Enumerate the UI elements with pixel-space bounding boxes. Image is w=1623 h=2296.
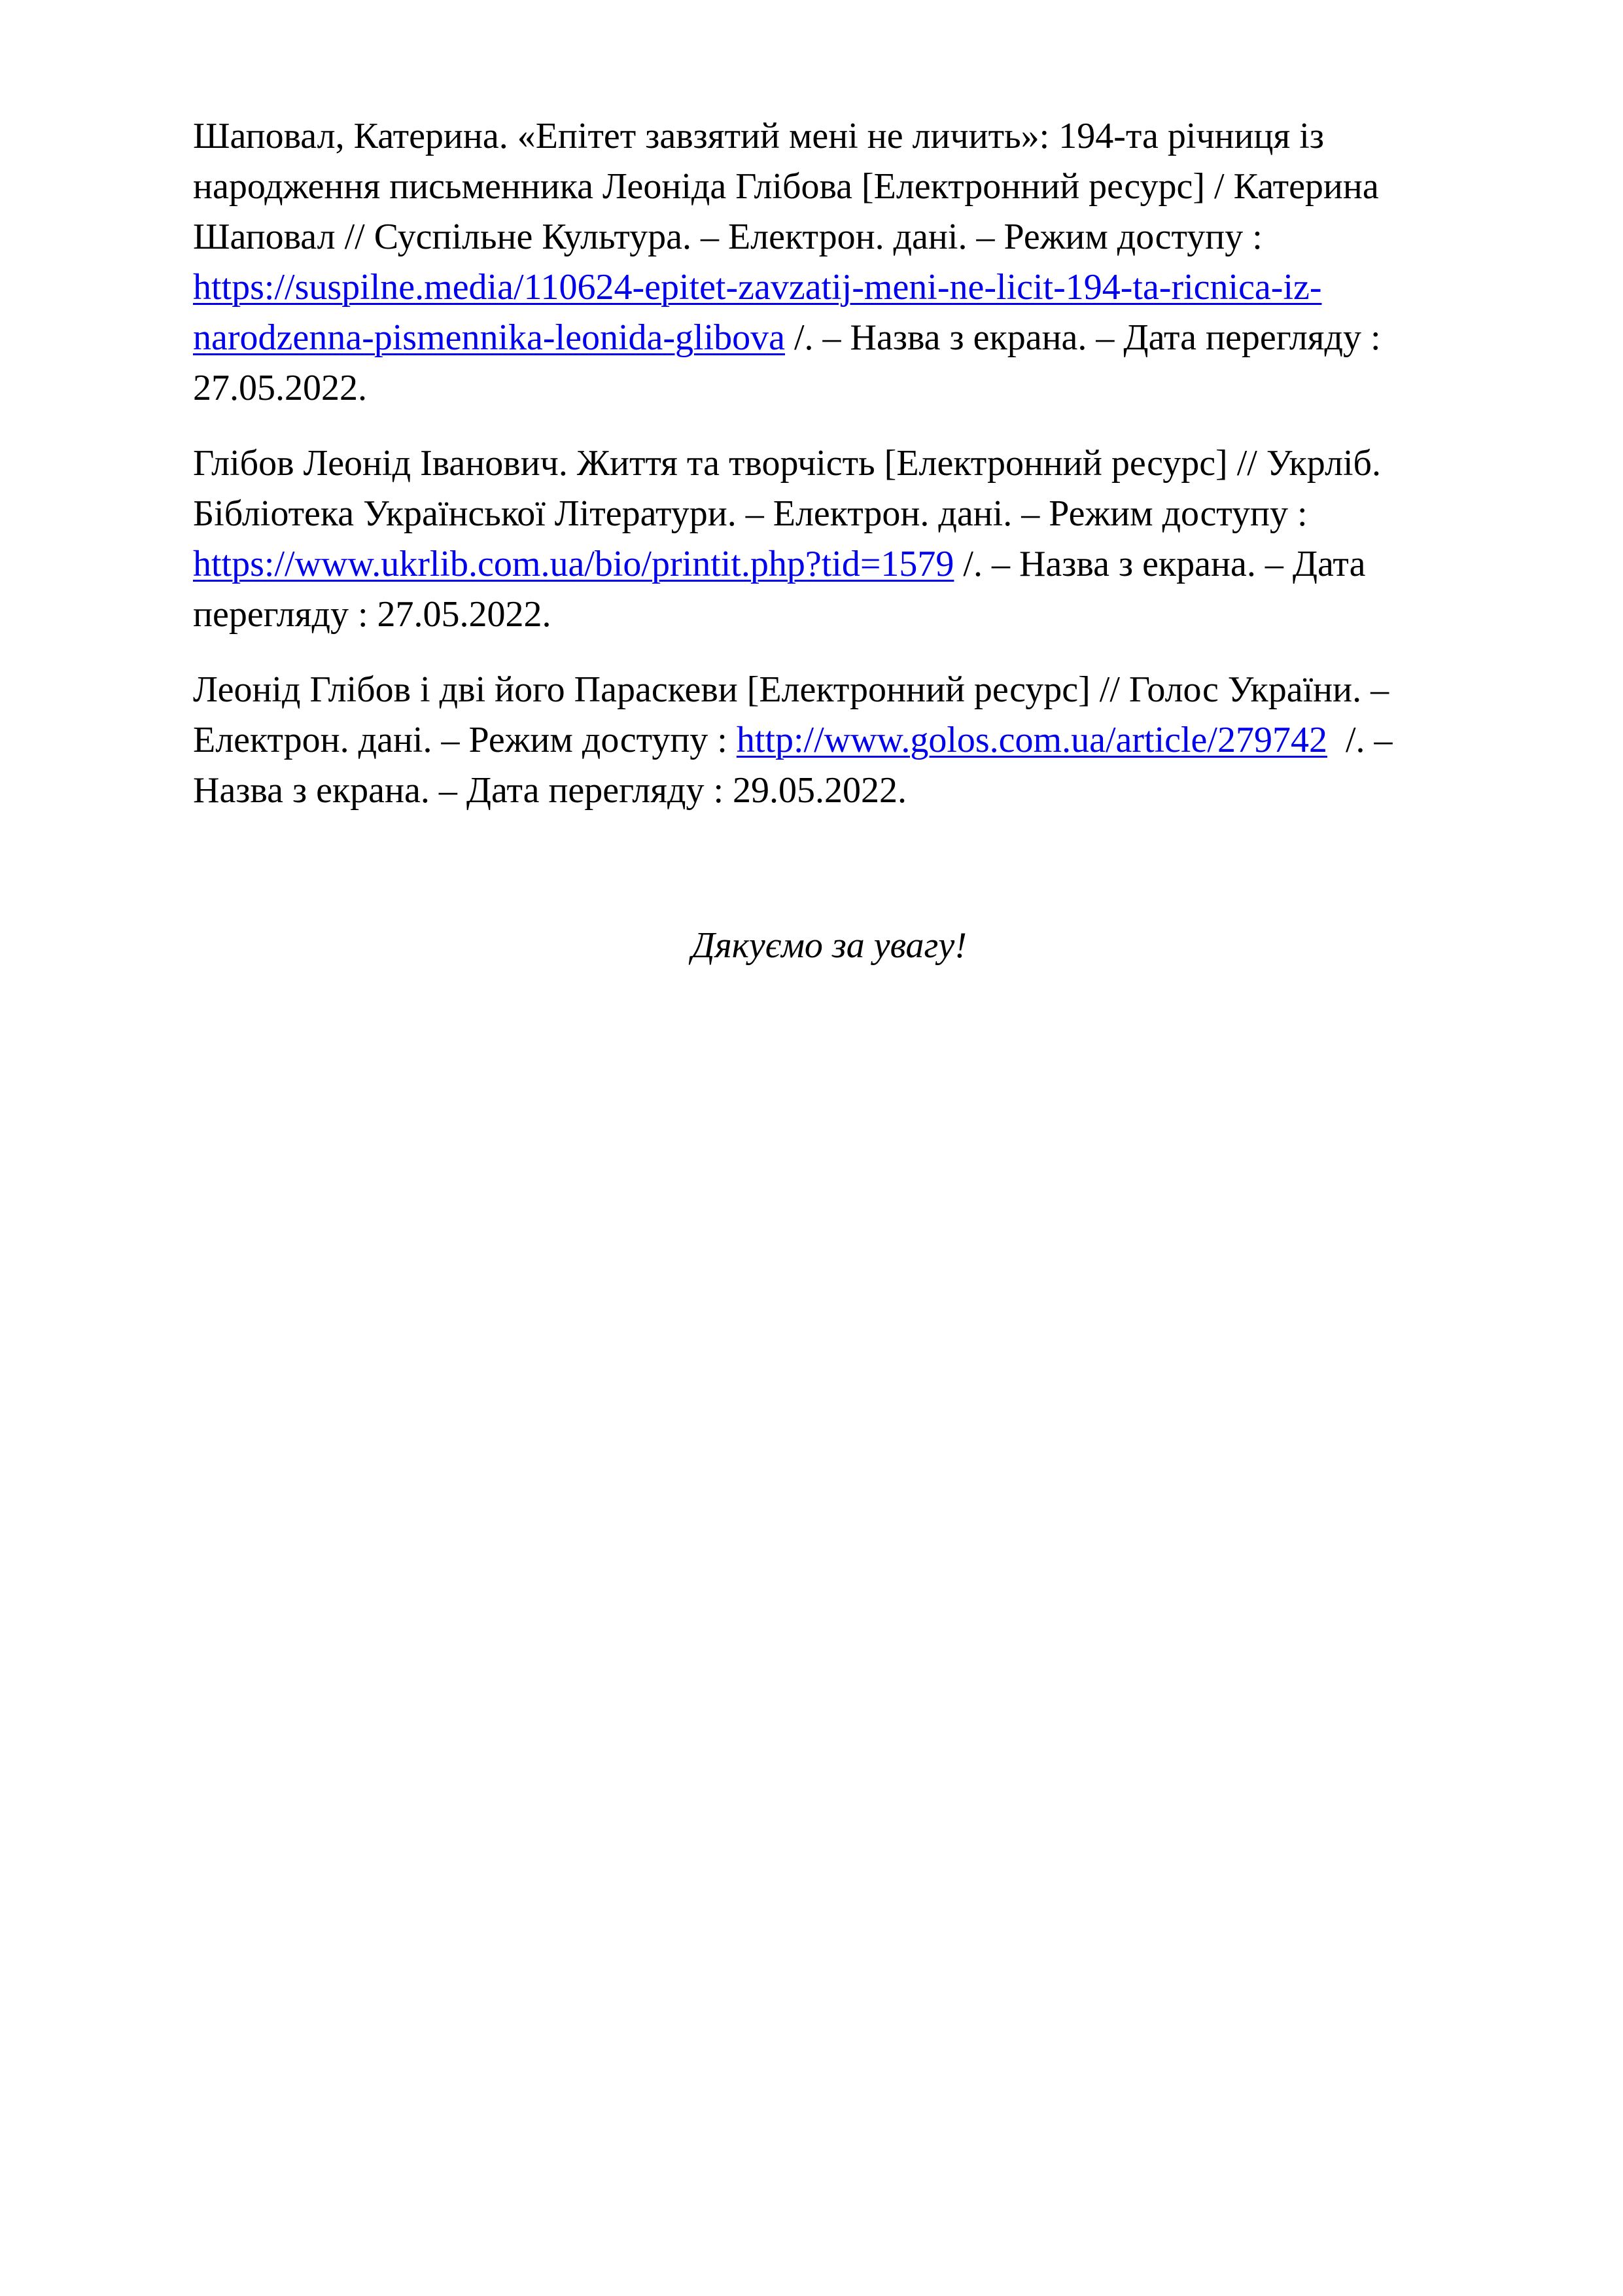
reference-item — [193, 438, 1465, 640]
reference-link[interactable]: https://www.ukrlib.com.ua/bio/printit.php?tid=1579 — [193, 544, 954, 584]
reference-text: Глібов Леонід Іванович. Життя та творчість [Електронний ресурс] // Укрліб. Бібліотека Української Літератури. – Електрон. дані. – Режим доступу : — [193, 443, 1382, 534]
reference-link[interactable]: http://www.golos.com.ua/article/279742 — [736, 720, 1327, 760]
reference-item — [193, 665, 1465, 816]
reference-text: Шаповал, Катерина. «Епітет завзятий мені не личить»: 194-та річниця із народження письменника Леоніда Глібова [Електронний ресурс] / Катерина Шаповал // Суспільне Культура. – Електрон. дані. – Режим доступу : — [193, 116, 1379, 257]
reference-text: Леонід Глібов і дві його Параскеви [Електронний ресурс] // Голос України. – Електрон. дані. – Режим доступу : — [193, 669, 1389, 760]
references-section — [193, 111, 1465, 1008]
reference-text: /. – Назва з екрана. – Дата перегляду : 29.05.2022. — [193, 720, 1402, 811]
reference-item — [193, 111, 1465, 414]
reference-text: /. – Назва з екрана. – Дата перегляду : 27.05.2022. — [193, 544, 1366, 635]
reference-link[interactable]: https://suspilne.media/110624-epitet-zavzatij-meni-ne-licit-194-ta-ricnica-iz-narodzenna-pismennika-leonida-glibova — [193, 267, 1322, 358]
reference-text: /. – Назва з екрана. – Дата перегляду : 27.05.2022. — [193, 317, 1381, 408]
closing-text: Дякуємо за увагу! — [691, 925, 967, 966]
